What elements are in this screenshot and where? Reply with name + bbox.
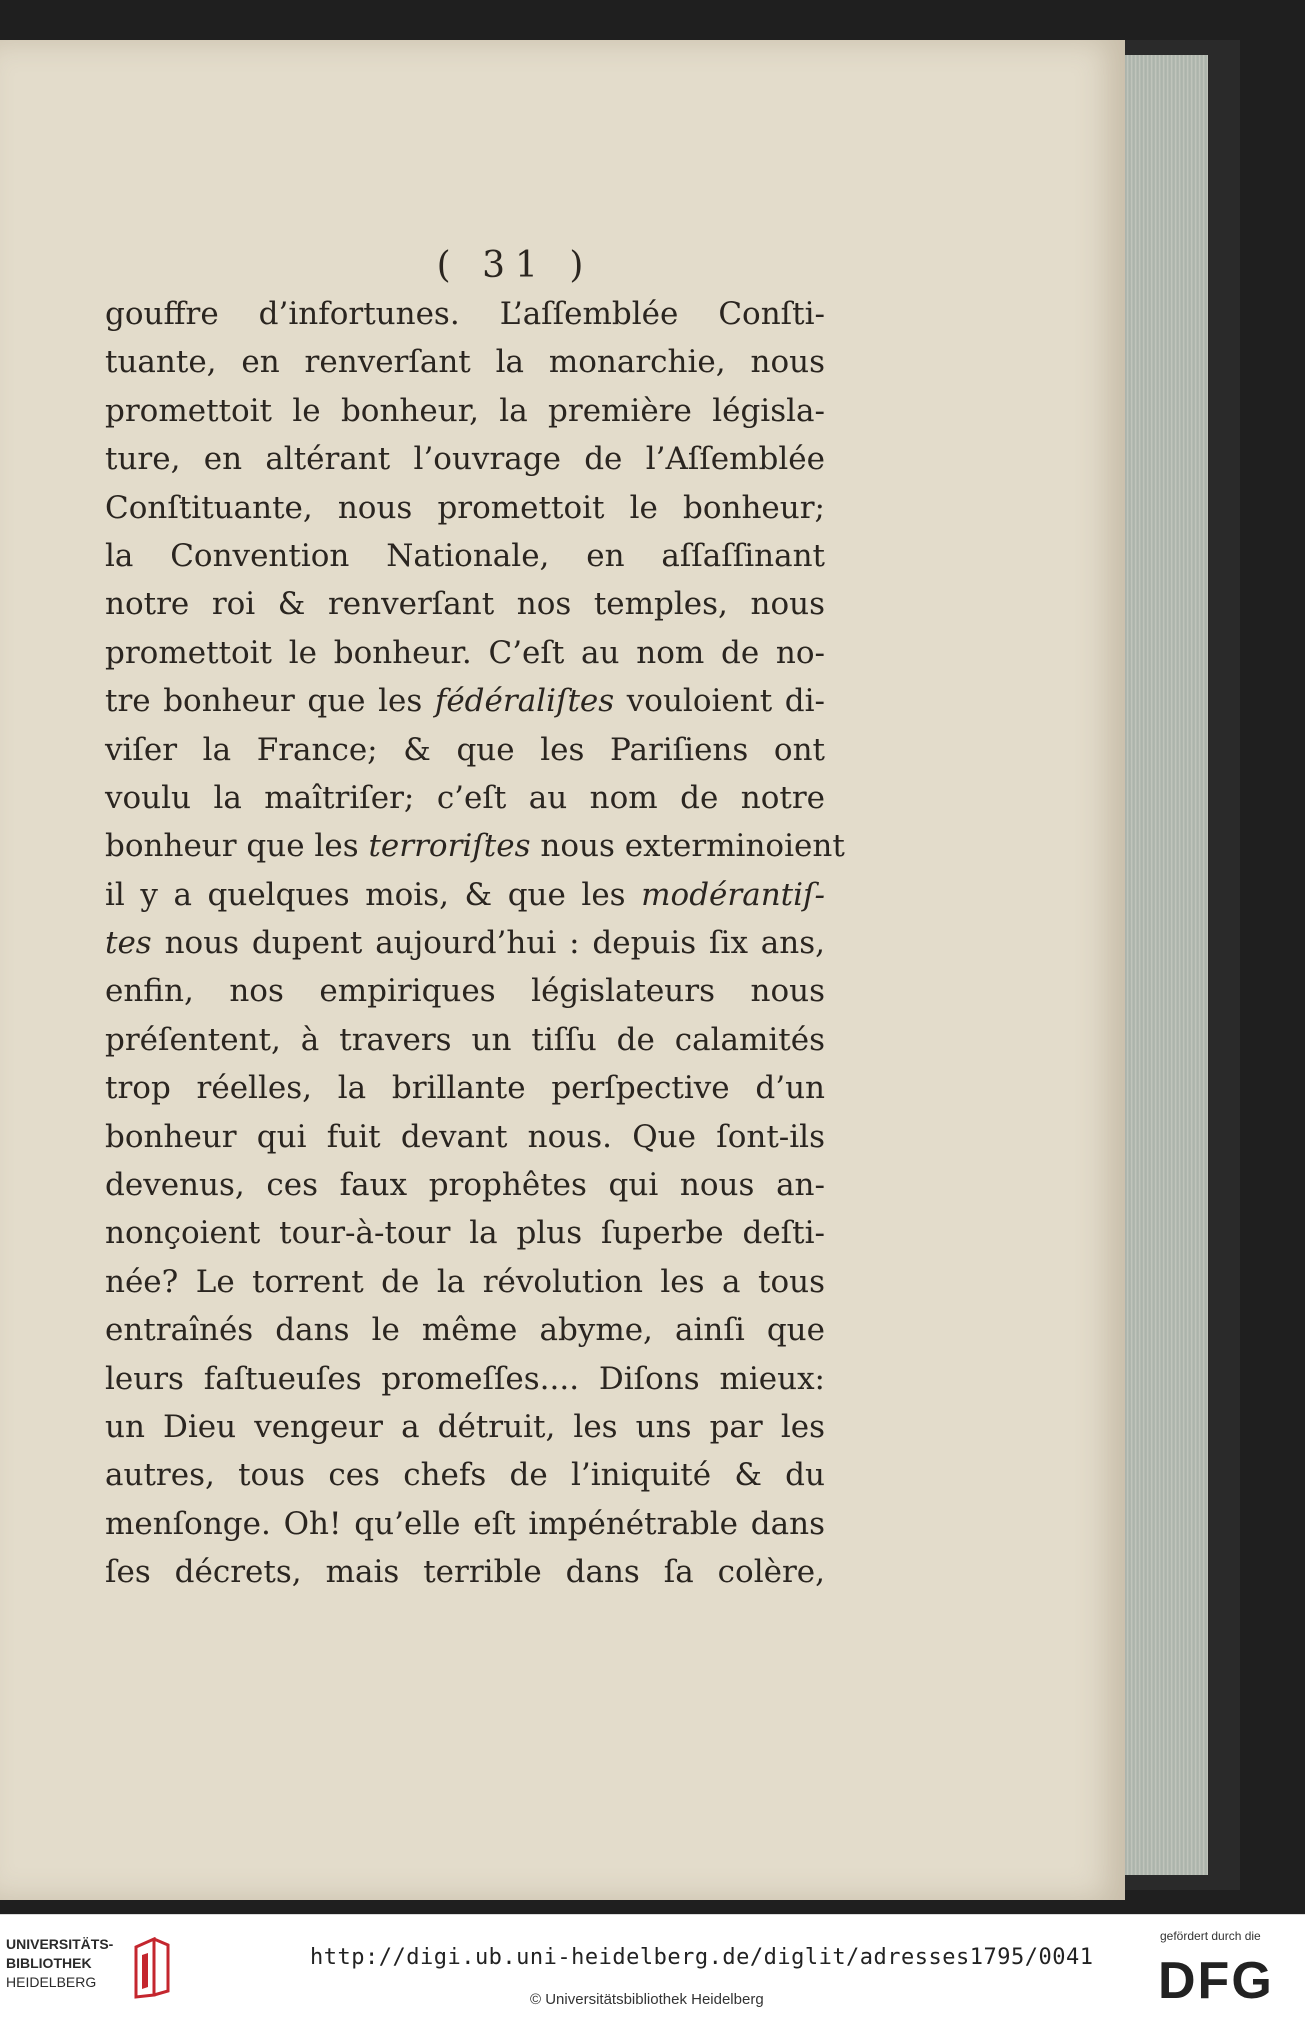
text-segment: promettoit le bonheur. C’eſt au nom de no- [105, 634, 825, 671]
text-line [105, 629, 825, 677]
text-line [105, 967, 825, 1015]
viewer-footer [0, 1914, 1305, 2021]
copyright-notice: © Universitätsbibliothek Heidelberg [530, 1991, 764, 2008]
text-segment: nous exterminoient [530, 828, 845, 865]
text-line [105, 387, 825, 435]
text-segment: voulu la maîtriſer; c’eſt au nom de notre [105, 779, 825, 816]
text-segment: Conſtituante, nous promettoit le bonheur; [105, 489, 825, 526]
text-segment: nonçoient tour-à-tour la plus ſuperbe deſti- [105, 1215, 825, 1252]
text-line [105, 1113, 825, 1161]
text-line [105, 774, 825, 822]
text-line [105, 1403, 825, 1451]
text-line [105, 1355, 825, 1403]
text-line [105, 1258, 825, 1306]
text-line [105, 1161, 825, 1209]
text-segment: la Convention Nationale, en aſſaſſinant [105, 537, 825, 574]
text-segment: autres, tous ces chefs de l’iniquité & du [105, 1457, 825, 1494]
text-line [105, 1306, 825, 1354]
text-line [105, 726, 825, 774]
permalink-url[interactable]: http://digi.ub.uni-heidelberg.de/diglit/adresses1795/0041 [310, 1945, 1094, 1970]
book-page [0, 40, 1125, 1900]
library-line: BIBLIOTHEK [6, 1955, 92, 1971]
text-segment: trop réelles, la brillante perſpective d’un [105, 1070, 825, 1107]
text-line [105, 822, 845, 870]
dfg-logo: DFG [1158, 1952, 1274, 2010]
text-segment: notre roi & renverſant nos temples, nous [105, 586, 825, 623]
italic-term: tes [105, 925, 152, 962]
text-segment: enfin, nos empiriques législateurs nous [105, 973, 825, 1010]
text-segment: devenus, ces faux prophêtes qui nous an- [105, 1167, 825, 1204]
library-line: HEIDELBERG [6, 1974, 97, 1990]
body-text [105, 290, 845, 1597]
text-segment: gouffre d’infortunes. L’aſſemblée Conſti- [105, 296, 825, 332]
text-line [105, 1209, 825, 1257]
text-line [105, 484, 825, 532]
text-line [105, 1500, 825, 1548]
dfg-caption: gefördert durch die [1160, 1929, 1261, 1943]
text-line [105, 1451, 825, 1499]
page-fore-edge [1118, 55, 1208, 1875]
text-line [105, 677, 825, 725]
text-line [105, 435, 825, 483]
text-segment: entraînés dans le même abyme, ainſi que [105, 1312, 825, 1349]
text-segment: bonheur qui fuit devant nous. Que ſont-ils [105, 1118, 825, 1155]
italic-term: terroriſtes [368, 828, 531, 865]
text-line [105, 919, 825, 967]
italic-term: fédéraliſtes [434, 683, 615, 720]
text-segment: bonheur que les [105, 828, 369, 865]
library-line: UNIVERSITÄTS- [6, 1936, 114, 1952]
italic-term: modérantiſ- [641, 876, 825, 913]
page-number: ( 31 ) [436, 245, 594, 286]
text-segment: tre bonheur que les [105, 683, 435, 720]
text-segment: tuante, en renverſant la monarchie, nous [105, 344, 825, 381]
text-line [105, 580, 825, 628]
text-segment: ture, en altérant l’ouvrage de l’Aſſemblée [105, 441, 825, 478]
text-segment: promettoit le bonheur, la première législa- [105, 392, 825, 429]
text-segment: née? Le torrent de la révolution les a tous [105, 1263, 825, 1300]
library-logo-icon [132, 1937, 172, 1999]
text-segment: viſer la France; & que les Pariſiens ont [105, 731, 825, 768]
text-line [105, 532, 825, 580]
text-line [105, 1016, 825, 1064]
library-logo-text [6, 1935, 113, 1992]
text-line [105, 290, 825, 338]
text-line [105, 871, 825, 919]
text-line [105, 338, 825, 386]
text-segment: un Dieu vengeur a détruit, les uns par les [105, 1408, 825, 1445]
text-segment: préſentent, à travers un tiſſu de calamités [105, 1021, 825, 1058]
text-segment: leurs faſtueuſes promeſſes.... Diſons mieux: [105, 1360, 825, 1397]
text-segment: il y a quelques mois, & que les [105, 876, 642, 913]
text-segment: vouloient di- [614, 683, 825, 720]
text-segment: ſes décrets, mais terrible dans ſa colère, [105, 1554, 825, 1591]
text-line [105, 1064, 825, 1112]
text-segment: menſonge. Oh! qu’elle eſt impénétrable dans [105, 1505, 825, 1542]
text-segment: nous dupent aujourd’hui : depuis ſix ans, [151, 925, 825, 962]
text-line [105, 1548, 825, 1596]
